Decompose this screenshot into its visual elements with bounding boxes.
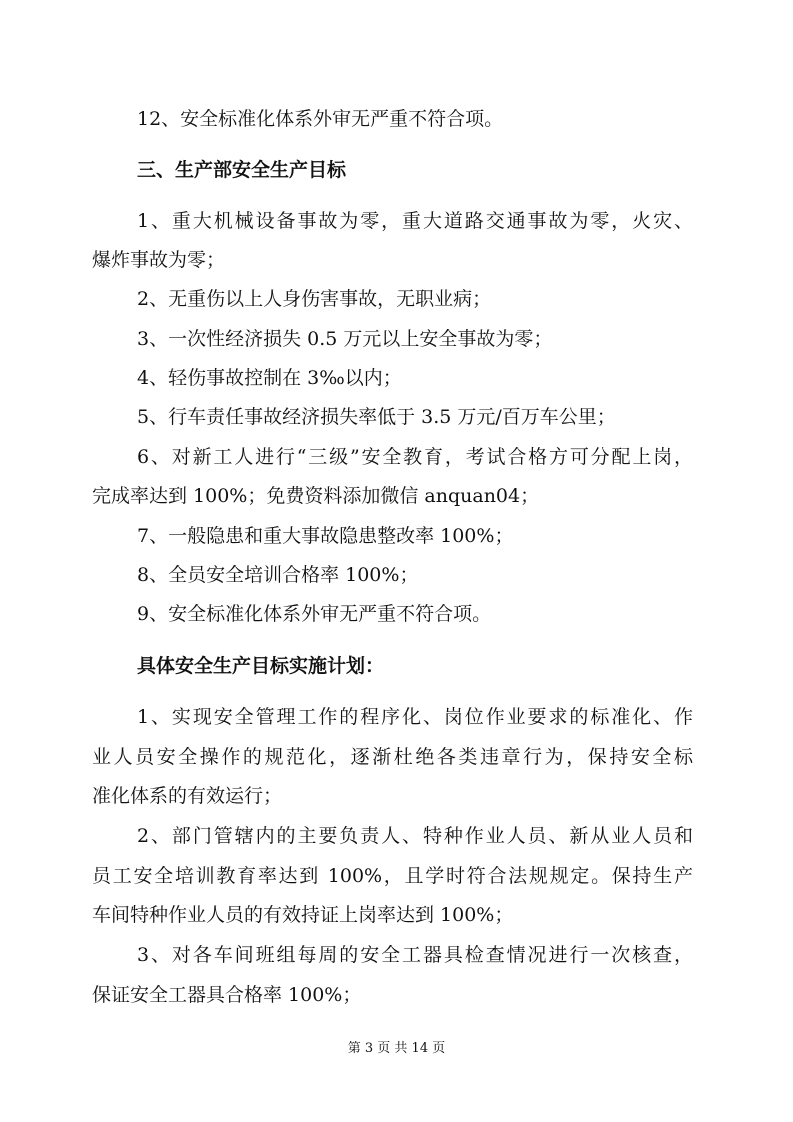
- goal-1-line-2: 爆炸事故为零；: [92, 249, 226, 271]
- plan-3-line-1: 3、对各车间班组每周的安全工器具检查情况进行一次核查，: [137, 944, 693, 966]
- plan-1-line-3: 准化体系的有效运行；: [92, 785, 283, 807]
- goal-4-line: 4、轻伤事故控制在 3‰以内；: [137, 367, 402, 389]
- goal-2-line: 2、无重伤以上人身伤害事故，无职业病；: [137, 288, 492, 310]
- plan-3-line-2: 保证安全工器具合格率 100%；: [92, 984, 362, 1006]
- plan-2-line-3: 车间特种作业人员的有效持证上岗率达到 100%；: [92, 904, 514, 926]
- goal-6-line-1: 6、对新工人进行“三级”安全教育，考试合格方可分配上岗，: [137, 446, 693, 468]
- implementation-plan-heading: 具体安全生产目标实施计划：: [137, 655, 385, 677]
- section-heading-production-goals: 三、生产部安全生产目标: [137, 159, 347, 181]
- plan-1-line-2: 业人员安全操作的规范化，逐渐杜绝各类违章行为，保持安全标: [92, 746, 693, 768]
- goal-8-line: 8、全员安全培训合格率 100%；: [137, 564, 419, 586]
- goal-7-line: 7、一般隐患和重大事故隐患整改率 100%；: [137, 525, 514, 547]
- goal-6-line-2: 完成率达到 100%；免费资料添加微信 anquan04；: [92, 485, 540, 507]
- goal-3-line: 3、一次性经济损失 0.5 万元以上安全事故为零；: [137, 328, 553, 350]
- plan-2-line-2: 员工安全培训教育率达到 100%，且学时符合法规规定。保持生产: [92, 865, 693, 887]
- goal-5-line: 5、行车责任事故经济损失率低于 3.5 万元/百万车公里；: [137, 406, 616, 428]
- plan-2-line-1: 2、部门管辖内的主要负责人、特种作业人员、新从业人员和: [137, 825, 693, 847]
- item-12-line: 12、安全标准化体系外审无严重不符合项。: [137, 108, 504, 130]
- page-footer: 第 3 页 共 14 页: [347, 1041, 446, 1056]
- plan-1-line-1: 1、实现安全管理工作的程序化、岗位作业要求的标准化、作: [137, 706, 693, 728]
- goal-1-line-1: 1、重大机械设备事故为零，重大道路交通事故为零，火灾、: [137, 210, 693, 232]
- goal-9-line: 9、安全标准化体系外审无严重不符合项。: [137, 603, 492, 625]
